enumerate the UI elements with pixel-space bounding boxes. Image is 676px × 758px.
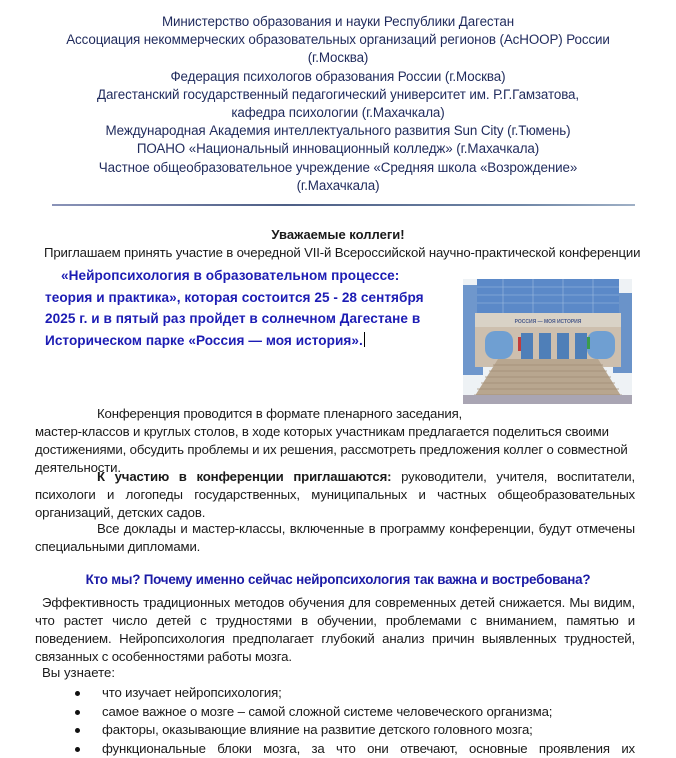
list-item-text: самое важное о мозге – самой сложной системе человеческого организма; [102,703,553,719]
effectiveness-paragraph [35,594,635,666]
venue-building-image [463,279,632,404]
venue-photo [463,279,632,404]
conference-title-line: «Нейропсихология в образовательном процессе: [61,268,400,283]
list-item [75,703,635,722]
greeting: Уважаемые коллеги! [271,227,405,242]
diplomas-text: Все доклады и мастер-классы, включенные в программу конференции, будут отмечены специальными дипломами. [35,521,635,554]
bullet-icon [75,710,80,715]
organizer-line: Дагестанский государственный педагогический университет им. Р.Г.Гамзатова, [96,86,580,102]
learn-label: Вы узнаете: [42,665,115,680]
organizer-line: кафедра психологии (г.Махачкала) [231,105,445,121]
list-item-text: факторы, оказывающие влияние на развитие детского головного мозга; [102,722,533,737]
organizer-line: (г.Москва) [307,50,369,66]
building-sign: РОССИЯ — МОЯ ИСТОРИЯ [514,319,582,325]
organizer-line: Федерация психологов образования России (г.Москва) [170,68,506,84]
organizers-header [0,13,676,195]
list-item-text: что изучает нейропсихология; [102,685,282,700]
organizer-line: Частное общеобразовательное учреждение «Средняя школа «Возрождение» [98,159,578,175]
effectiveness-text: Эффективность традиционных методов обучения для современных детей снижается. Мы видим, что растет число детей с трудностями в обучении, проблемами с вниманием, памятью и поведением. Нейропсихология предполагает глубокий анализ причин выявленных трудностей, связанных с особенностями работы мозга. [35,595,635,664]
format-rest: мастер-классов и круглых столов, в ходе которых участникам предлагается поделиться своими достижениями, обсудить проблемы и их решения, рассмотреть предложения коллег о совместной деятельности. [35,424,628,475]
organizer-line: Международная Академия интеллектуального развития Sun City (г.Тюмень) [105,123,571,139]
invitation-text: Приглашаем принять участие в очередной VII-й Всероссийской научно-практической конференции [44,245,641,260]
diplomas-paragraph [35,520,635,556]
participants-lead: К участию в конференции приглашаются: [97,469,392,484]
learn-list [75,684,635,758]
list-item-text: функциональные блоки мозга, за что они отвечают, основные проявления их [102,740,635,756]
organizer-line: Ассоциация некоммерческих образовательных организаций регионов (АсНООР) России [66,32,610,48]
participants-text: руководители, учителя, воспитатели, психологи и логопеды государственных, муниципальных и частных общеобразовательных организаций, детских садов. [35,469,635,520]
conference-title-line: 2025 г. и в пятый раз пройдет в солнечном Дагестане в [45,311,421,326]
list-item [75,721,635,740]
section-heading: Кто мы? Почему именно сейчас нейропсихология так важна и востребована? [85,572,591,587]
participants-paragraph [35,468,635,522]
format-paragraph [35,405,635,477]
list-item [75,740,635,758]
bullet-icon [75,728,80,733]
conference-title[interactable] [45,265,445,351]
list-item [75,684,635,703]
organizer-line: (г.Махачкала) [296,177,380,193]
conference-title-line: теория и практика», которая состоится 25 - 28 сентября [45,289,424,305]
text-cursor [364,332,365,347]
header-separator [52,204,635,206]
bullet-icon [75,747,80,752]
organizer-line: ПОАНО «Национальный инновационный колледж» (г.Махачкала) [136,141,540,157]
format-first-line: Конференция проводится в формате пленарного заседания, [97,406,463,421]
conference-title-line: Историческом парке «Россия — моя история». [45,332,363,348]
organizer-line: Министерство образования и науки Республики Дагестан [161,14,515,29]
bullet-icon [75,691,80,696]
